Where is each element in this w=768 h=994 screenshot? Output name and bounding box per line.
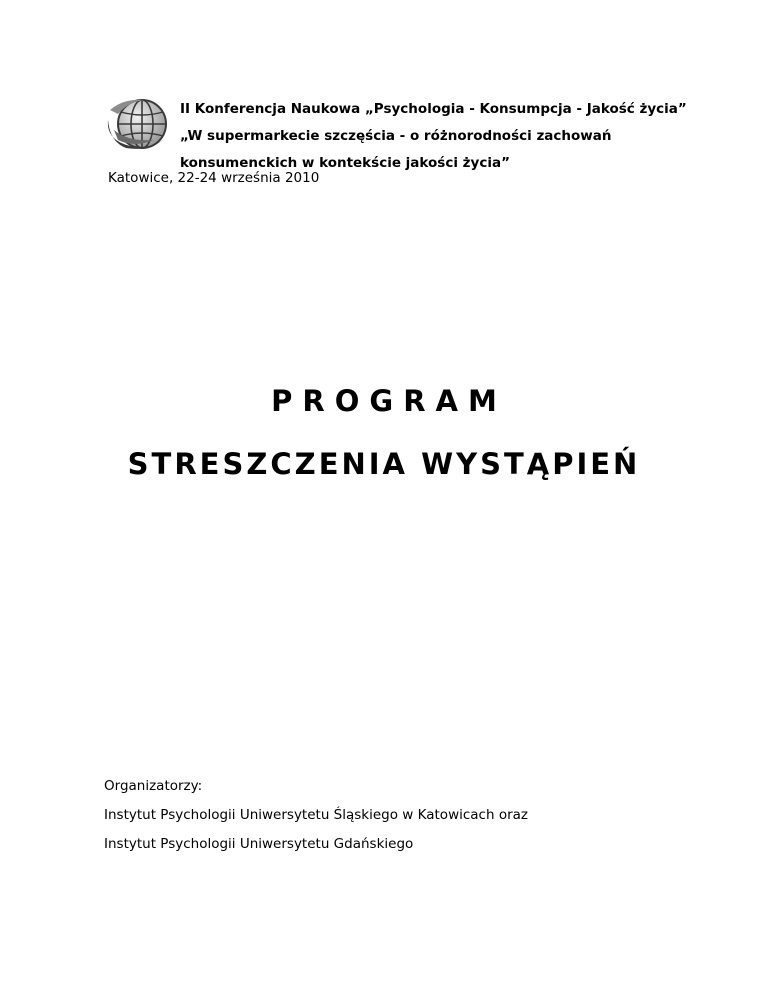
organizer-2: Instytut Psychologii Uniwersytetu Gdańskiego bbox=[104, 836, 414, 852]
place-and-date: Katowice, 22-24 września 2010 bbox=[108, 170, 320, 186]
organizers-section bbox=[104, 772, 528, 859]
conference-title: II Konferencja Naukowa „Psychologia - Konsumpcja - Jakość życia” bbox=[180, 101, 687, 117]
organizer-1: Instytut Psychologii Uniwersytetu Śląskiego w Katowicach oraz bbox=[104, 807, 528, 823]
conference-subtitle-line-1: „W supermarkecie szczęścia - o różnorodności zachowań bbox=[180, 128, 612, 144]
conference-logo-icon bbox=[104, 90, 176, 162]
abstracts-title: STRESZCZENIA WYSTĄPIEŃ bbox=[127, 447, 641, 481]
conference-subtitle-line-2: konsumenckich w kontekście jakości życia” bbox=[180, 155, 510, 171]
program-title: PROGRAM bbox=[271, 384, 507, 418]
organizers-heading: Organizatorzy: bbox=[104, 778, 203, 794]
conference-header bbox=[180, 96, 687, 177]
